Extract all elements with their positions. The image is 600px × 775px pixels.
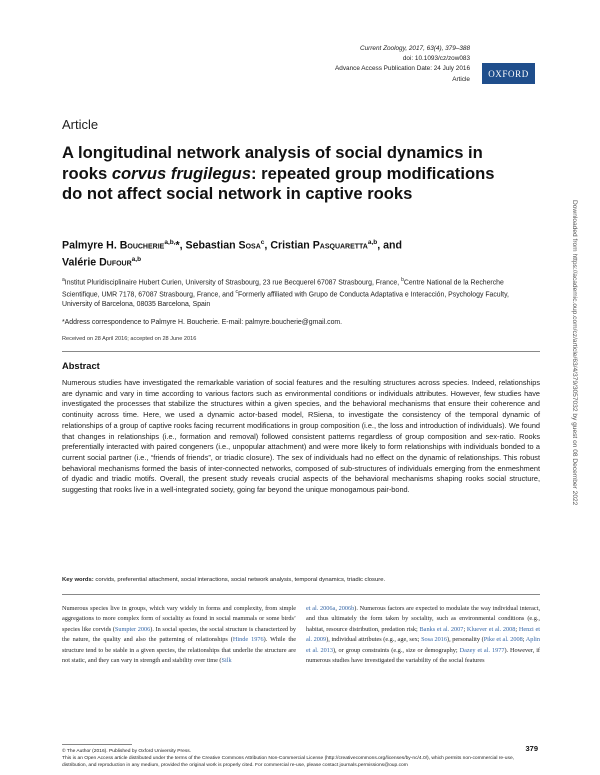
- citation-link[interactable]: Kluever et al. 2008: [466, 625, 516, 633]
- author-last: Pasquaretta: [312, 239, 368, 252]
- body-column-left: [62, 604, 296, 666]
- body-text: ). In social species, the social structure is characterized by the nature, the quality and also the patterning of relationships (: [62, 625, 297, 644]
- citation-link[interactable]: 2006b: [338, 605, 355, 612]
- author-last: Boucherie: [119, 239, 165, 252]
- body-text: Numerous species live in groups, which vary widely in forms and complexity, from simple aggregations to more complex form of sociality as found in social mammals or some birds’ species like corvids (: [62, 605, 296, 633]
- journal-header: [335, 44, 470, 85]
- author-sep: ,: [179, 239, 186, 252]
- author-first: Sebastian: [185, 239, 239, 252]
- body-text: ). Numerous factors are expected to modulate the way individual interact, and thus ultimately the form taken by sociality, such as environmental conditions (e.g., habitat, resource distribution, predation risk;: [306, 605, 541, 633]
- citation-link[interactable]: Sumpter 2006: [114, 625, 151, 633]
- author-list: [62, 236, 502, 270]
- keywords-label: Key words:: [62, 577, 94, 583]
- affil-sup: c: [235, 288, 239, 295]
- keywords-text: corvids, preferential attachment, social interactions, social network analysis, temporal dynamics, triadic closure.: [93, 577, 386, 583]
- abstract-text: Numerous studies have investigated the remarkable variation of social features and the resulting structures across species. Indeed, relationships are dynamic and vary in time according to various factors such as environmental conditions or individuals attributes. However, few studies have investigated the processes that stabilize the structures within a given species, and the behavioral mechanisms that ensure their coherence and continuity across time. Here, we used a dynamic actor-based model, RSiena, to investigate the consistency of the temporal dynamic of relationships of a group of captive rooks facing recurrent modifications in group composition (i.e., the loss and introduction of individuals). We found that changes in relationships (i.e., formation and removal) followed consistent patterns regardless of group composition and sex-ratio. Rooks preferentially interacted with paired congeners (i.e., unpopular attachment) and were more likely to form relationships with individuals bonded to a current social partner (i.e., “friends of friends”, or triadic closure). The sex of individuals had no effect on the dynamic of relationships. This robust behavioral mechanisms formed the basis of inter-connected networks, composed of sub-structures of individuals emerging from the enmeshment of dyadic and triadic motifs. Overall, the present study reveals crucial aspects of the behavioral mechanisms shaping rooks social structure, suggesting that rooks live in a well-integrated society, going far beyond the unique monogamous pair-bond.: [62, 378, 540, 495]
- title-part-2: : repeated group modifications do not affect social network in captive rooks: [62, 163, 495, 204]
- body-text: ;: [515, 625, 519, 633]
- title-species: corvus frugilegus: [111, 163, 252, 183]
- keywords: [62, 577, 540, 583]
- author-last: Dufour: [99, 256, 132, 269]
- divider: [62, 351, 540, 352]
- citation-link[interactable]: Pike et al. 2008: [483, 636, 523, 644]
- footer-license: [62, 748, 540, 769]
- title-part-1: A longitudinal network analysis of social dynamics in rooks: [62, 143, 483, 183]
- citation-link[interactable]: Banks et al. 2007: [419, 625, 464, 633]
- received-dates: Received on 28 April 2016; accepted on 28 June 2016: [62, 336, 197, 342]
- body-text: ), individual attributes (e.g., age, sex;: [326, 636, 422, 644]
- copyright: © The Author (2016). Published by Oxford University Press.: [62, 749, 192, 754]
- author-first: Cristian: [270, 239, 313, 252]
- body-text: ;: [463, 625, 467, 633]
- citation-link[interactable]: Silk: [221, 657, 232, 665]
- article-type: Article: [452, 75, 470, 83]
- correspondence: *Address correspondence to Palmyre H. Boucherie. E-mail: palmyre.boucherie@gmail.com.: [62, 319, 343, 326]
- abstract-heading: Abstract: [62, 361, 100, 371]
- author-affil-sup: a,b: [367, 239, 378, 246]
- body-text: ). While the structure tend to be stable in a given species, the relationships that underlie the structure are not static, and they can vary in strength and stability over time (: [62, 636, 296, 665]
- author-last: Sosa: [238, 239, 261, 252]
- journal-citation: Current Zoology, 2017, 63(4), 379–388: [359, 45, 470, 52]
- corresponding-star: *: [175, 239, 180, 252]
- author-and: , and: [377, 239, 403, 252]
- citation-link[interactable]: Dazey et al. 1977: [459, 646, 505, 654]
- body-column-right: [306, 604, 540, 666]
- affiliations: [62, 276, 538, 309]
- citation-link[interactable]: Hinde 1976: [232, 636, 264, 644]
- article-title: [62, 143, 502, 205]
- advance-access-date: Advance Access Publication Date: 24 July 2016: [335, 65, 470, 73]
- affiliation-b: Centre National de la Recherche Scientifique, UMR 7178, 67087 Strasbourg, France, and: [62, 279, 504, 299]
- doi: doi: 10.1093/cz/zow083: [402, 55, 470, 63]
- citation-link[interactable]: Sosa 2016: [421, 636, 447, 644]
- author-affil-sup: a,b: [131, 256, 142, 264]
- author-affil-sup: c: [260, 239, 265, 246]
- body-text: ;: [522, 636, 526, 644]
- author-first: Valérie: [62, 256, 100, 269]
- section-label: Article: [62, 117, 99, 132]
- affiliation-c: Formerly affiliated with Grupo de Conducta Adaptativa e Interacción, Psychology Faculty, University of Barcelona, 08035 Barcelona, Spain: [62, 291, 509, 308]
- oxford-logo: OXFORD: [482, 63, 535, 84]
- divider: [62, 594, 540, 595]
- author-sep: ,: [264, 239, 271, 252]
- body-text: ,: [335, 605, 339, 612]
- affil-sup: b: [401, 277, 404, 283]
- affil-sup: a: [62, 277, 65, 283]
- body-text: ), personality (: [446, 636, 484, 644]
- citation-link[interactable]: Aplin et al. 2013: [306, 636, 540, 654]
- body-text: ). However, if numerous studies have investigated the variability of the social features: [306, 646, 541, 665]
- affiliation-a: Institut Pluridisciplinaire Hubert Curien, University of Strasbourg, 23 rue Becquerel 67087 Strasbourg, France,: [64, 279, 400, 287]
- page-number: 379: [525, 744, 538, 753]
- author-first: Palmyre H.: [62, 239, 120, 252]
- license-text: This is an Open Access article distributed under the terms of the Creative Commons Attribution Non-Commercial License (http://creativecommons.org/licenses/by-nc/4.0/), which permits non-commercial re-use, distribution, and reproduction in any medium, provided the original work is properly cited. For commercial re-use, please contact journals.permissions@oup.com: [62, 756, 515, 768]
- author-affil-sup: a,b,: [164, 239, 176, 246]
- citation-link[interactable]: et al. 2006a: [306, 605, 336, 612]
- download-side-note: Downloaded from https://academic.oup.com/cz/article/63/4/379/3057032 by guest on 08 December 2022: [571, 200, 578, 506]
- body-text: ), or group constraints (e.g., size or demography;: [332, 646, 460, 654]
- footer-rule: [62, 744, 132, 745]
- citation-link[interactable]: Henzi et al. 2009: [306, 625, 540, 644]
